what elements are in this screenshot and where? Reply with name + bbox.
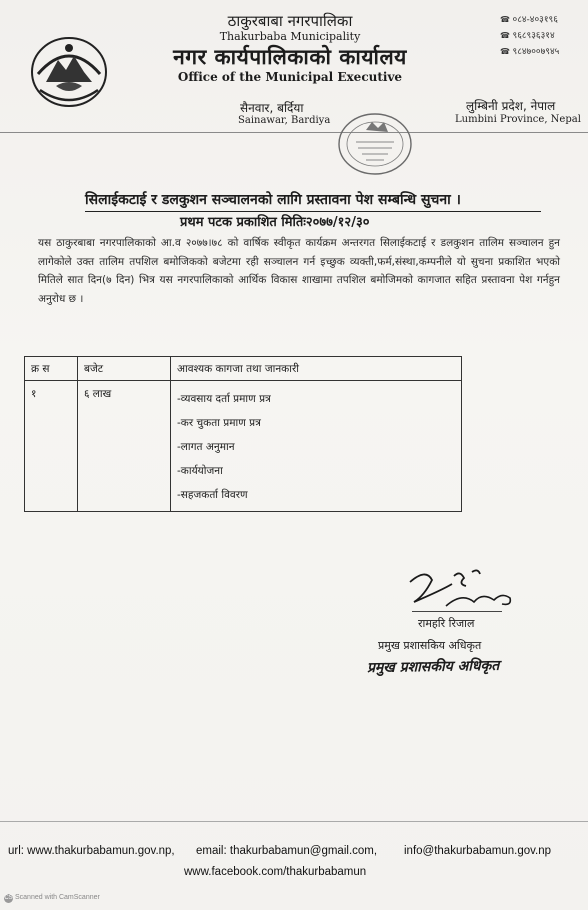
phone-number: ☎ ९८४७००७९४५ [500, 44, 559, 60]
camscanner-watermark [4, 894, 100, 903]
cell-budget: ६ लाख [78, 381, 171, 512]
document-item: -सहजकर्ता विवरण [177, 489, 248, 501]
letterhead [140, 12, 440, 85]
phone-number: ☎ ०८४-४०३१९६ [500, 12, 559, 28]
table-row [25, 381, 462, 512]
cell-documents [171, 381, 462, 512]
address-en: Sainawar, Bardiya [238, 115, 331, 126]
province-en: Lumbini Province, Nepal [455, 114, 581, 125]
title-stamp: प्रमुख प्रशासकीय अधिकृत [366, 657, 500, 677]
footer-url: url: www.thakurbabamun.gov.np, [8, 845, 175, 857]
column-header-sn: क्र स [25, 357, 78, 381]
office-name-en: Office of the Municipal Executive [177, 70, 403, 84]
notice-subject: सिलाईकटाई र डलकुशन सञ्चालनको लागि प्रस्तावना पेश सम्बन्धि सुचना । [85, 190, 541, 212]
document-item: -कर चुकता प्रमाण प्रत्र [177, 417, 261, 429]
document-item: -लागत अनुमान [177, 441, 235, 453]
footer-info-email: info@thakurbabamun.gov.np [404, 845, 552, 857]
office-name-ne: नगर कार्यपालिकाको कार्यालय [173, 45, 407, 69]
municipality-name-en: Thakurbaba Municipality [219, 30, 361, 43]
handwritten-signature-icon [402, 562, 522, 614]
nepal-emblem-icon [28, 30, 110, 110]
cell-sn: १ [25, 381, 78, 512]
signatory-title: प्रमुख प्रशासकिय अधिकृत [378, 639, 482, 652]
footer-email: email: thakurbabamun@gmail.com, [196, 845, 378, 857]
office-stamp-icon [332, 108, 418, 180]
footer-divider [0, 821, 588, 822]
watermark-text: Scanned with CamScanner [15, 894, 100, 901]
phone-list [500, 12, 559, 60]
signatory-name: रामहरि रिजाल [418, 617, 475, 630]
requirements-table [24, 356, 462, 512]
footer-facebook: www.facebook.com/thakurbabamun [184, 866, 367, 878]
header-divider [0, 132, 588, 133]
table-header-row [25, 357, 462, 381]
address-ne: सैनवार, बर्दिया [240, 101, 304, 115]
publish-date: प्रथम पटक प्रकाशित मितिः२०७७/१२/३० [180, 215, 370, 230]
municipality-name-ne: ठाकुरबाबा नगरपालिका [227, 12, 353, 30]
document-item: -कार्ययोजना [177, 465, 223, 477]
column-header-budget: बजेट [78, 357, 171, 381]
province-ne: लुम्बिनी प्रदेश, नेपाल [466, 99, 556, 113]
notice-body: यस ठाकुरबाबा नगरपालिकाको आ.व २०७७।७८ को वार्षिक स्वीकृत कार्यक्रम अन्तरगत सिलाईकटाई र डलकुशन तालिम सञ्चालन हुन लागेकोले उक्त तालिम तपशिल बमोजिकको बजेटमा रही सञ्चालन गर्न इच्छुक व्यक्ती,फर्म,संस्था,कम्पनीले यो सुचना प्रकाशित भएको मितिले सात दिन(७ दिन) भित्र यस नगरपालिकाको आर्थिक विकास शाखामा तपशिल बमोजिमको कागजात सहित प्रस्तावना पेश गर्नहुन अनुरोध छ । [38, 237, 560, 305]
document-item: -व्यवसाय दर्ता प्रमाण प्रत्र [177, 393, 271, 405]
phone-number: ☎ ९६८९३६३१४ [500, 28, 559, 44]
camscanner-icon: CS [4, 895, 13, 901]
signature-line [412, 611, 502, 612]
column-header-documents: आवश्यक कागजा तथा जानकारी [171, 357, 462, 381]
